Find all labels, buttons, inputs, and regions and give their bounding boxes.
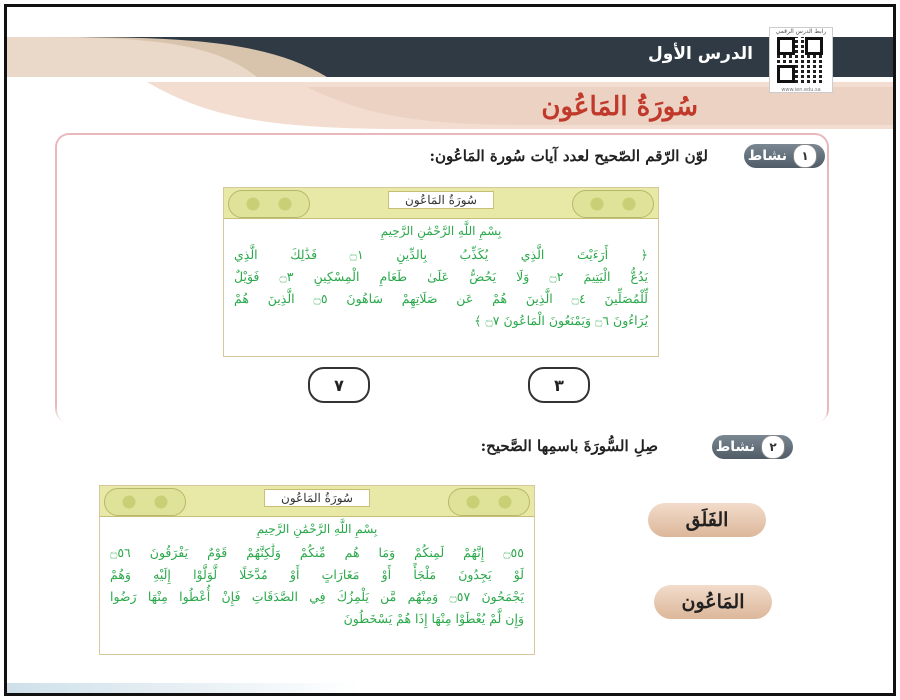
quran-text-2 [110,522,524,630]
answer-option-7[interactable]: ٧ [308,367,370,403]
quran-line: وَإِن لَّمْ يُعْطَوْا مِنْهَا إِذَا هُمْ يَسْخَطُونَ [343,611,524,626]
qr-finder [805,37,823,55]
frame-header [224,188,658,219]
quran-line: ﴿ أَرَءَيْتَ الَّذِي يُكَذِّبُ بِالدِّينِ ۝١ فَذَٰلِكَ الَّذِي [234,247,648,262]
header-decoration [7,7,893,137]
activity-number: ٢ [761,435,785,459]
surah-name-falaq[interactable]: الفَلَق [648,503,766,537]
frame-title: سُورَةُ المَاعُون [264,489,370,507]
activity-label: نشاط [747,148,787,164]
activity-label: نشاط [715,439,755,455]
qr-url: www.ien.edu.sa [781,87,821,93]
surah-name-maun[interactable]: المَاعُون [654,585,772,619]
ornament-icon [448,488,530,516]
activity-1-badge [744,144,825,168]
basmala: بِسْمِ اللَّهِ الرَّحْمَٰنِ الرَّحِيمِ [380,224,502,238]
activity-2-instruction: صِلِ السُّورَةَ باسمِها الصَّحيح: [480,437,658,455]
frame-title: سُورَةُ المَاعُون [388,191,494,209]
box-fade [55,405,827,425]
quran-line: يُرَاءُونَ ۝٦ وَيَمْنَعُونَ الْمَاعُونَ ۝٧ ﴾ [474,313,648,328]
footer-decoration [7,683,893,693]
quran-frame-2 [99,485,535,655]
ornament-icon [104,488,186,516]
ornament-icon [572,190,654,218]
qr-finder [777,37,795,55]
basmala: بِسْمِ اللَّهِ الرَّحْمَٰنِ الرَّحِيمِ [256,522,378,536]
quran-frame-1 [223,187,659,357]
activity-2-badge [712,435,793,459]
quran-line: يَجْمَحُونَ ۝٥٧ وَمِنْهُم مَّن يَلْمِزُكَ فِي الصَّدَقَاتِ فَإِنْ أُعْطُوا مِنْهَا رَضُوا [110,589,524,604]
quran-text-1 [234,224,648,332]
quran-line: لَوْ يَجِدُونَ مَلْجَأً أَوْ مَغَارَاتٍ أَوْ مُدَّخَلًا لَّوَلَّوْا إِلَيْهِ وَهُمْ [110,567,524,582]
qr-finder [777,65,795,83]
qr-code[interactable] [769,27,833,93]
frame-header [100,486,534,517]
qr-caption: رابط الدرس الرقمي [775,28,827,35]
ornament-icon [228,190,310,218]
page-title: سُورَةُ المَاعُون [541,92,698,122]
activity-1-instruction: لوّن الرّقم الصّحيح لعدد آيات سُورة المَاعُون: [429,147,708,165]
answer-option-3[interactable]: ٣ [528,367,590,403]
activity-number: ١ [793,144,817,168]
quran-line: ۝٥٥ إِنَّهُمْ لَمِنكُمْ وَمَا هُم مِّنكُمْ وَلَٰكِنَّهُمْ قَوْمٌ يَفْرَقُونَ ۝٥٦ [110,545,524,560]
quran-line: لِّلْمُصَلِّينَ ۝٤ الَّذِينَ هُمْ عَن صَلَاتِهِمْ سَاهُونَ ۝٥ الَّذِينَ هُمْ [234,291,648,306]
page [4,4,896,696]
quran-line: يَدُعُّ الْيَتِيمَ ۝٢ وَلَا يَحُضُّ عَلَىٰ طَعَامِ الْمِسْكِينِ ۝٣ فَوَيْلٌ [234,269,648,284]
lesson-label: الدرس الأول [648,44,753,64]
